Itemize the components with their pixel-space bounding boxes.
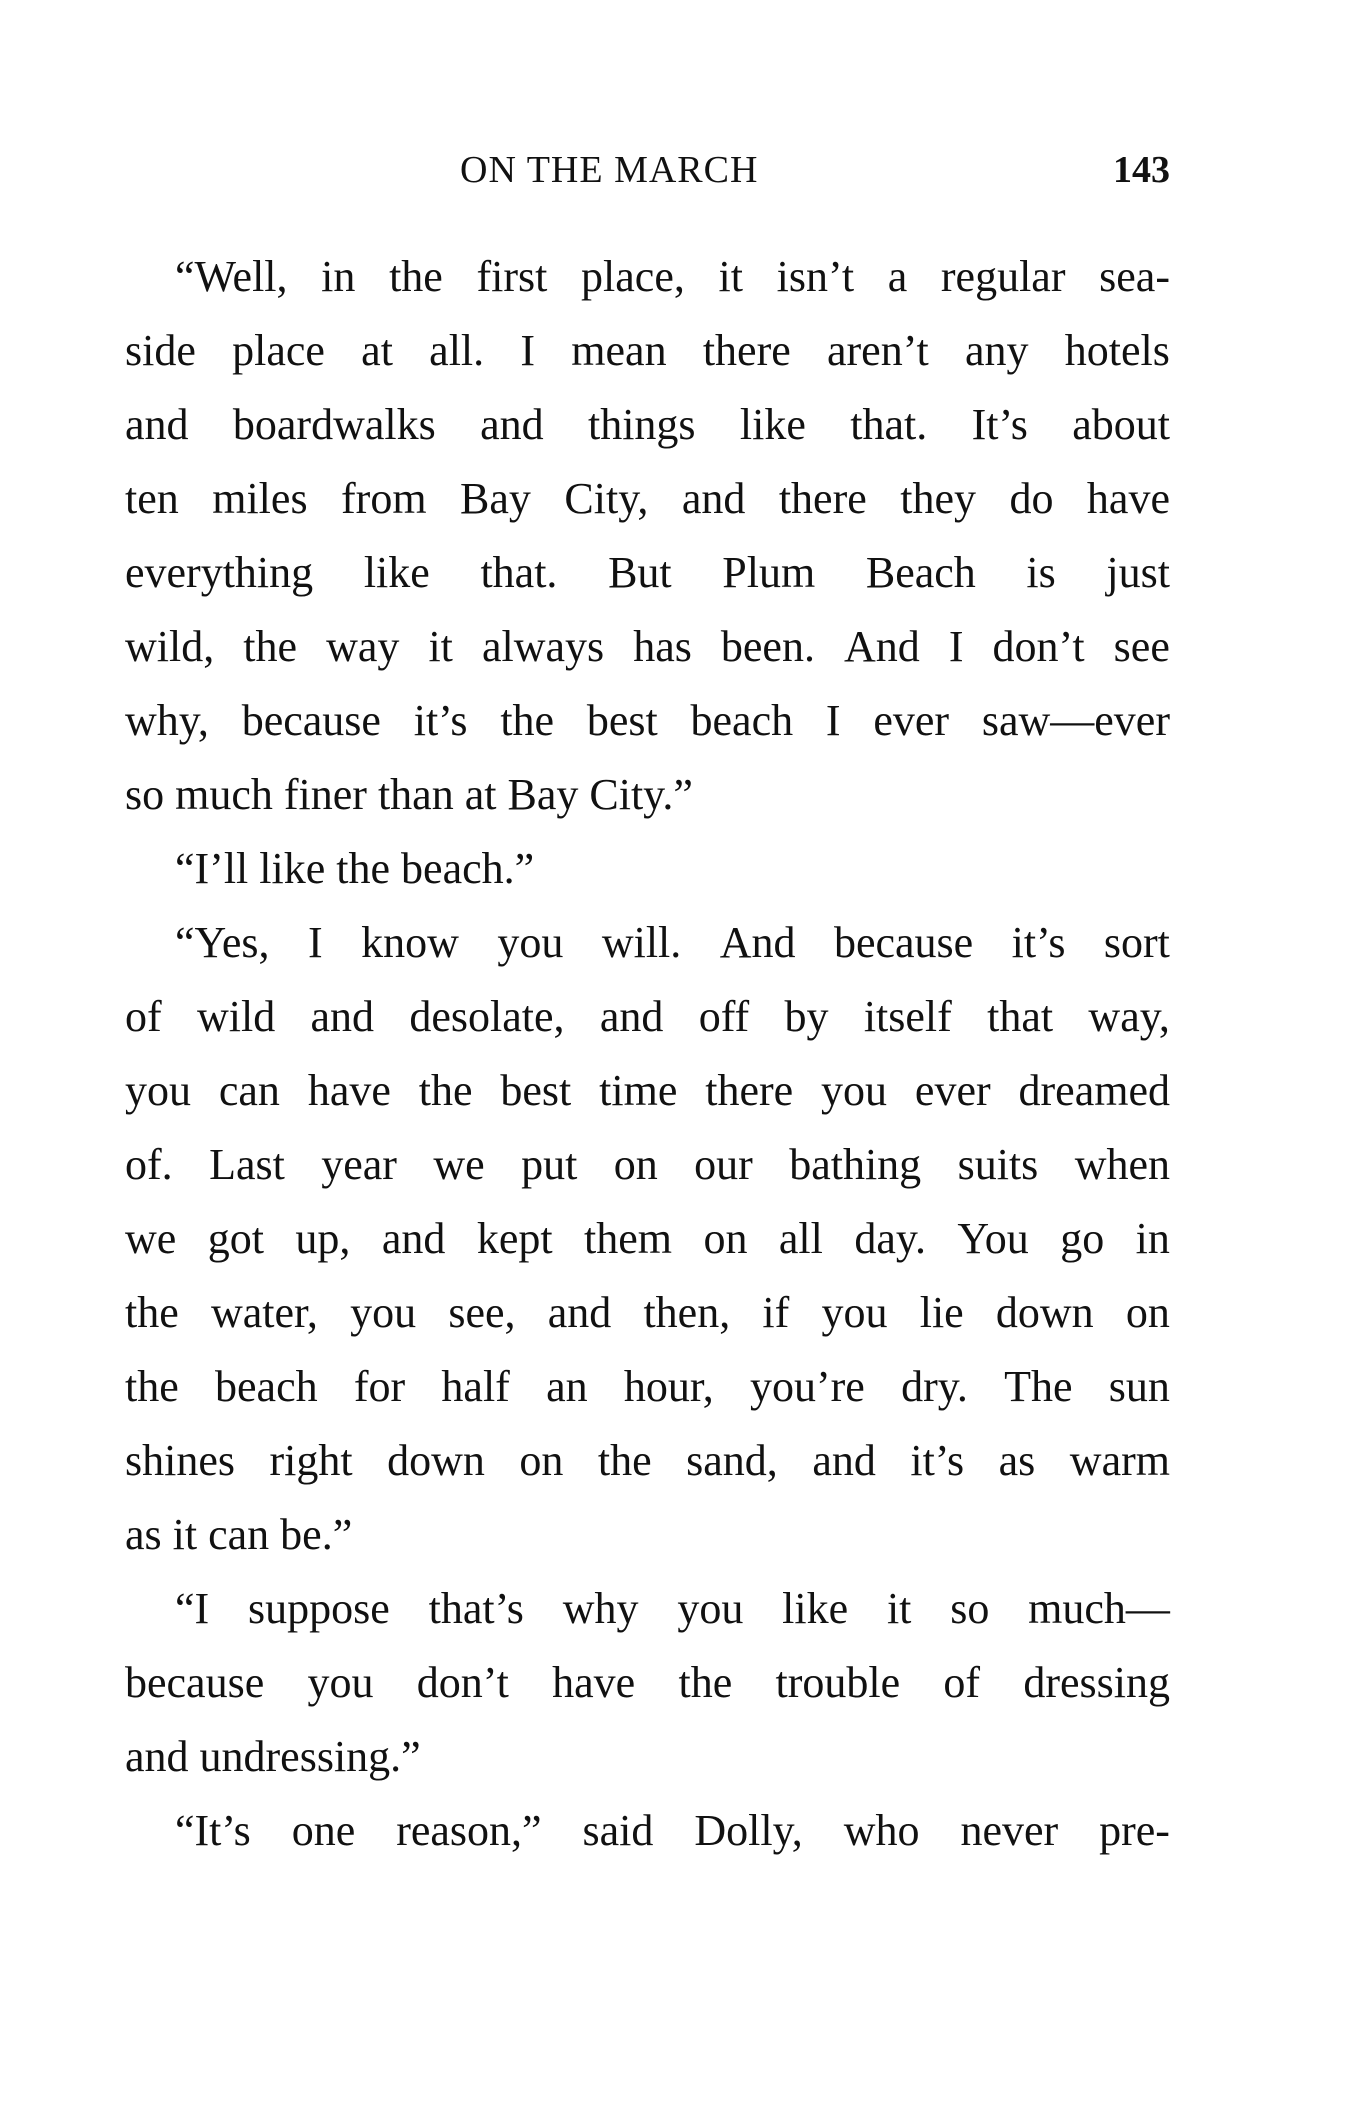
text-line: “I’ll like the beach.” [175,844,535,893]
page-number: 143 [1113,149,1170,191]
text-line: “I suppose that’s why you like it so much— [175,1584,1170,1633]
text-line: of. Last year we put on our bathing suits when [125,1140,1170,1189]
text-line: “Well, in the first place, it isn’t a regular sea- [175,252,1170,301]
body-text [125,240,1170,1868]
text-line: you can have the best time there you ever dreamed [125,1066,1170,1115]
text-line: because you don’t have the trouble of dressing [125,1658,1170,1707]
running-title: ON THE MARCH [460,149,759,191]
text-line: as it can be.” [125,1510,353,1559]
text-line: we got up, and kept them on all day. You go in [125,1214,1170,1263]
text-line: wild, the way it always has been. And I don’t see [125,622,1170,671]
text-line: side place at all. I mean there aren’t any hotels [125,326,1170,375]
text-line: why, because it’s the best beach I ever saw—ever [125,696,1170,745]
text-line: the beach for half an hour, you’re dry. The sun [125,1362,1170,1411]
text-line: “Yes, I know you will. And because it’s sort [175,918,1170,967]
text-line: shines right down on the sand, and it’s as warm [125,1436,1170,1485]
text-line: the water, you see, and then, if you lie down on [125,1288,1170,1337]
text-line: ten miles from Bay City, and there they do have [125,474,1170,523]
text-line: everything like that. But Plum Beach is just [125,548,1170,597]
text-line: so much finer than at Bay City.” [125,770,693,819]
text-line: and undressing.” [125,1732,421,1781]
text-line: of wild and desolate, and off by itself that way, [125,992,1170,1041]
text-line: “It’s one reason,” said Dolly, who never pre- [175,1806,1170,1855]
page-header [125,148,1170,208]
text-line: and boardwalks and things like that. It’s about [125,400,1170,449]
